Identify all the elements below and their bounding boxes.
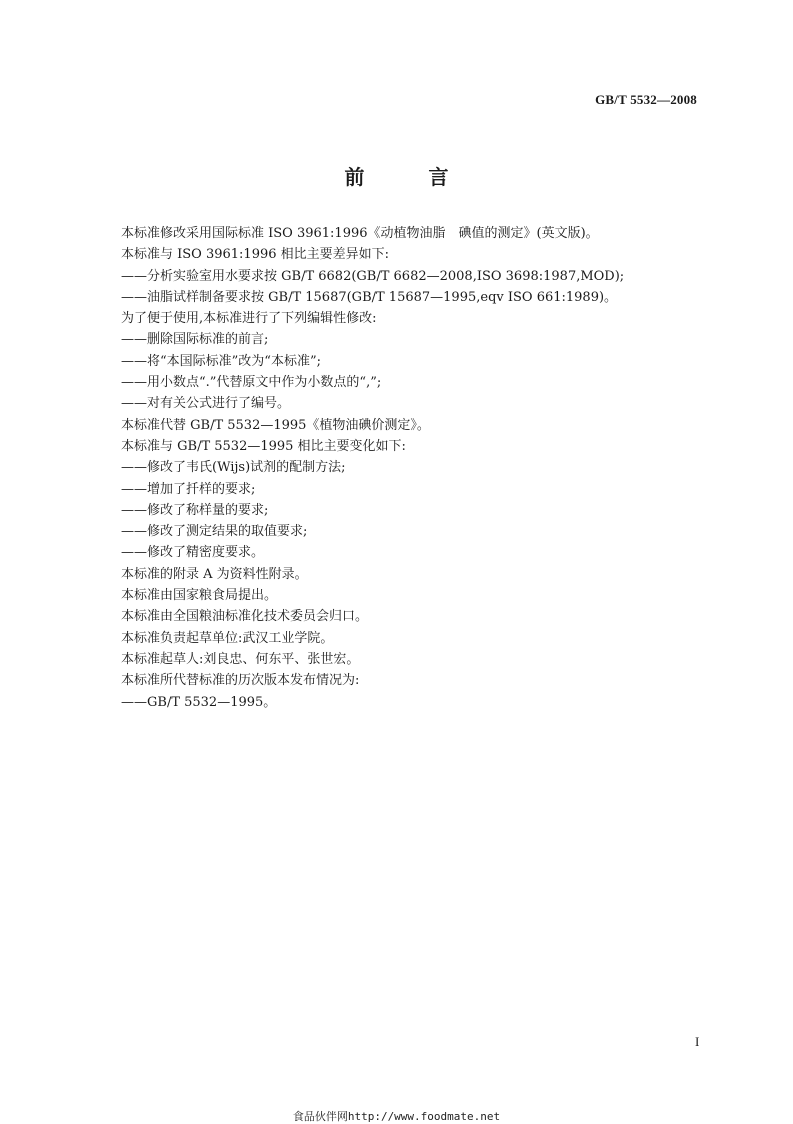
foreword-line: 本标准修改采用国际标准 ISO 3961:1996《动植物油脂 碘值的测定》(英文版)。 <box>121 226 599 241</box>
foreword-line: ——修改了韦氏(Wijs)试剂的配制方法; <box>121 460 346 476</box>
foreword-line: 本标准与 GB/T 5532—1995 相比主要变化如下: <box>121 438 406 454</box>
footer-watermark: 食品伙伴网http://www.foodmate.net <box>292 1110 501 1123</box>
foreword-line: 本标准与 ISO 3961:1996 相比主要差异如下: <box>121 247 390 263</box>
foreword-line: 为了便于使用,本标准进行了下列编辑性修改: <box>121 311 377 327</box>
foreword-line: ——用小数点“.”代替原文中作为小数点的“,”; <box>121 375 382 391</box>
foreword-line: ——增加了扦样的要求; <box>121 481 256 497</box>
foreword-line: 本标准所代替标准的历次版本发布情况为: <box>121 673 360 689</box>
page-number: I <box>695 1034 700 1049</box>
foreword-line: 本标准代替 GB/T 5532—1995《植物油碘价测定》。 <box>121 417 430 433</box>
foreword-line: 本标准由全国粮油标准化技术委员会归口。 <box>121 609 369 625</box>
foreword-line: ——分析实验室用水要求按 GB/T 6682(GB/T 6682—2008,ISO 3698:1987,MOD); <box>121 268 625 284</box>
foreword-line: ——对有关公式进行了编号。 <box>121 396 291 412</box>
foreword-body <box>121 223 711 713</box>
page-title: 前 言 <box>344 165 471 189</box>
foreword-line: 本标准由国家粮食局提出。 <box>121 588 278 604</box>
foreword-line: ——删除国际标准的前言; <box>121 332 269 348</box>
standard-code: GB/T 5532—2008 <box>595 92 697 107</box>
foreword-line: 本标准起草人:刘良忠、何东平、张世宏。 <box>121 651 360 667</box>
foreword-line: 本标准的附录 A 为资料性附录。 <box>121 566 308 582</box>
foreword-line: ——油脂试样制备要求按 GB/T 15687(GB/T 15687—1995,eqv ISO 661:1989)。 <box>121 289 618 305</box>
foreword-line: ——GB/T 5532—1995。 <box>121 694 277 710</box>
foreword-line: 本标准负责起草单位:武汉工业学院。 <box>121 630 334 646</box>
foreword-line: ——修改了测定结果的取值要求; <box>121 524 308 540</box>
foreword-line: ——修改了精密度要求。 <box>121 545 265 561</box>
foreword-line: ——修改了称样量的要求; <box>121 502 269 518</box>
foreword-line: ——将“本国际标准”改为“本标准”; <box>121 353 321 369</box>
